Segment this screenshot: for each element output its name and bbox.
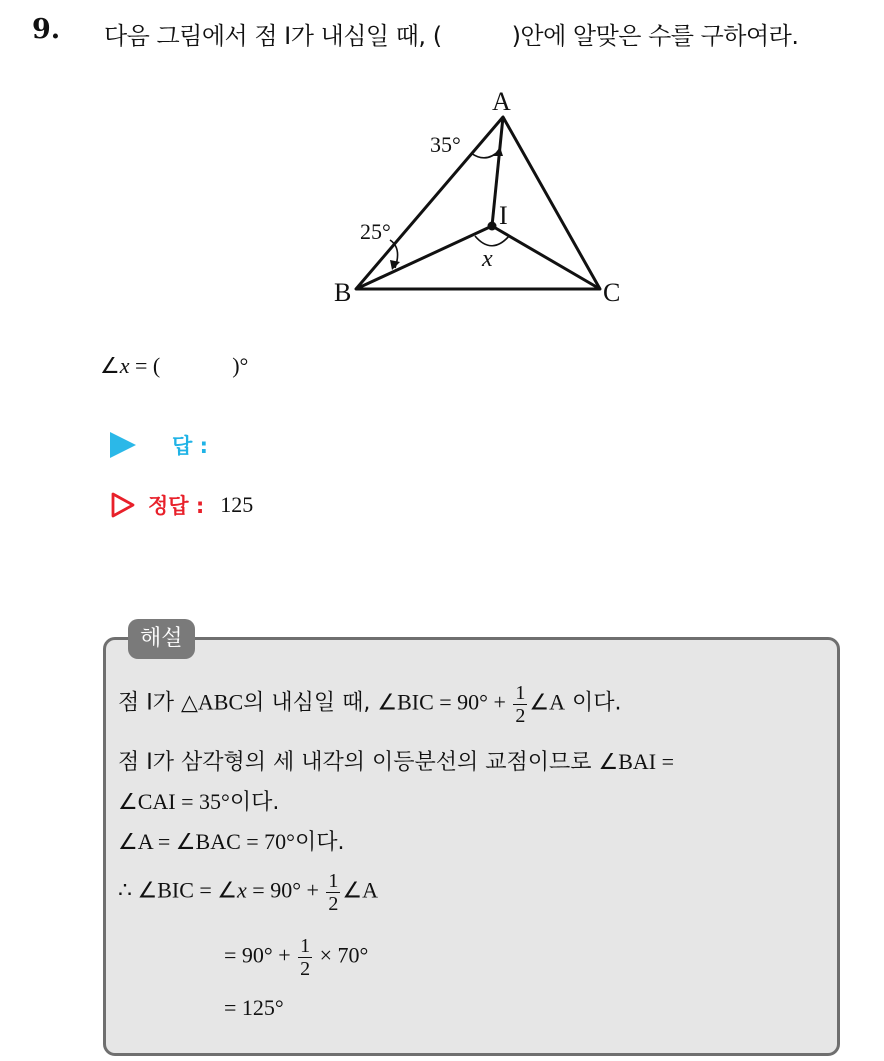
solution-tag: 해설 xyxy=(128,619,195,659)
label-i: I xyxy=(499,201,508,230)
line1-text-f: 이다. xyxy=(565,690,622,716)
line1-formula: ∠BIC = 90° + xyxy=(377,689,512,715)
line5-formula-a: ∴ ∠BIC = ∠ xyxy=(118,877,238,903)
label-b: B xyxy=(334,278,352,307)
line4-formula: ∠A = ∠BAC = 70° xyxy=(118,829,295,854)
blank-equals: = ( xyxy=(129,353,161,378)
question-text-before: 다음 그림에서 점 I가 내심일 때, ( xyxy=(104,22,442,50)
solution-line-4 xyxy=(118,825,344,856)
solution-line-1 xyxy=(118,682,622,727)
play-icon xyxy=(110,432,136,458)
line1-text-c: 의 내심일 때, xyxy=(243,690,378,716)
solution-line-5 xyxy=(118,870,378,915)
line1-angle: ∠A xyxy=(529,689,566,715)
line5-formula-b: = 90° + xyxy=(246,877,325,903)
arrow-head-a xyxy=(493,147,503,156)
angle-arc-i xyxy=(475,235,510,246)
question-number: 9. xyxy=(32,14,61,45)
solution-line-6 xyxy=(224,935,368,980)
correct-label: 정답 : xyxy=(148,494,205,518)
correct-value: 125 xyxy=(220,492,254,517)
line2-formula: ∠BAI = xyxy=(598,749,675,774)
angle-symbol: ∠ xyxy=(100,353,120,378)
line5-angle: ∠A xyxy=(342,877,379,903)
outline-play-icon xyxy=(110,492,136,518)
line7-result: = 125° xyxy=(224,995,284,1020)
line4-text: 이다. xyxy=(294,830,345,855)
label-a: A xyxy=(492,87,511,116)
correct-answer-row xyxy=(110,490,253,520)
line5-fraction: $\frac{1}{2}$ xyxy=(328,870,339,915)
triangle-figure xyxy=(0,0,884,330)
line3-text: 이다. xyxy=(229,790,280,815)
question-text-after: )안에 알맞은 수를 구하여라. xyxy=(511,22,799,50)
line1-fraction: $\frac{1}{2}$ xyxy=(515,682,526,727)
line6-formula-a: = 90° + xyxy=(224,942,297,968)
label-c: C xyxy=(603,278,621,307)
angle-b-label: 25° xyxy=(360,219,391,244)
angle-a-label: 35° xyxy=(430,132,461,157)
line3-formula: ∠CAI = 35° xyxy=(118,789,230,814)
line1-text-a: 점 I가 xyxy=(118,690,181,716)
solution-line-7 xyxy=(224,995,284,1021)
solution-line-3 xyxy=(118,785,279,816)
label-x: x xyxy=(482,246,493,272)
answer-row[interactable] xyxy=(110,430,228,460)
line1-triangle: △ABC xyxy=(180,689,244,715)
answer-blank-line xyxy=(100,353,248,379)
incenter-point xyxy=(488,222,497,231)
line6-fraction: $\frac{1}{2}$ xyxy=(300,935,311,980)
solution-line-2 xyxy=(118,745,674,776)
line6-formula-b: × 70° xyxy=(314,942,369,968)
blank-suffix: )° xyxy=(232,353,249,378)
answer-label: 답 : xyxy=(172,434,208,458)
blank-variable: x xyxy=(119,353,130,378)
line2-text: 점 I가 삼각형의 세 내각의 이등분선의 교점이므로 xyxy=(118,750,599,775)
line5-variable: x xyxy=(237,877,247,903)
